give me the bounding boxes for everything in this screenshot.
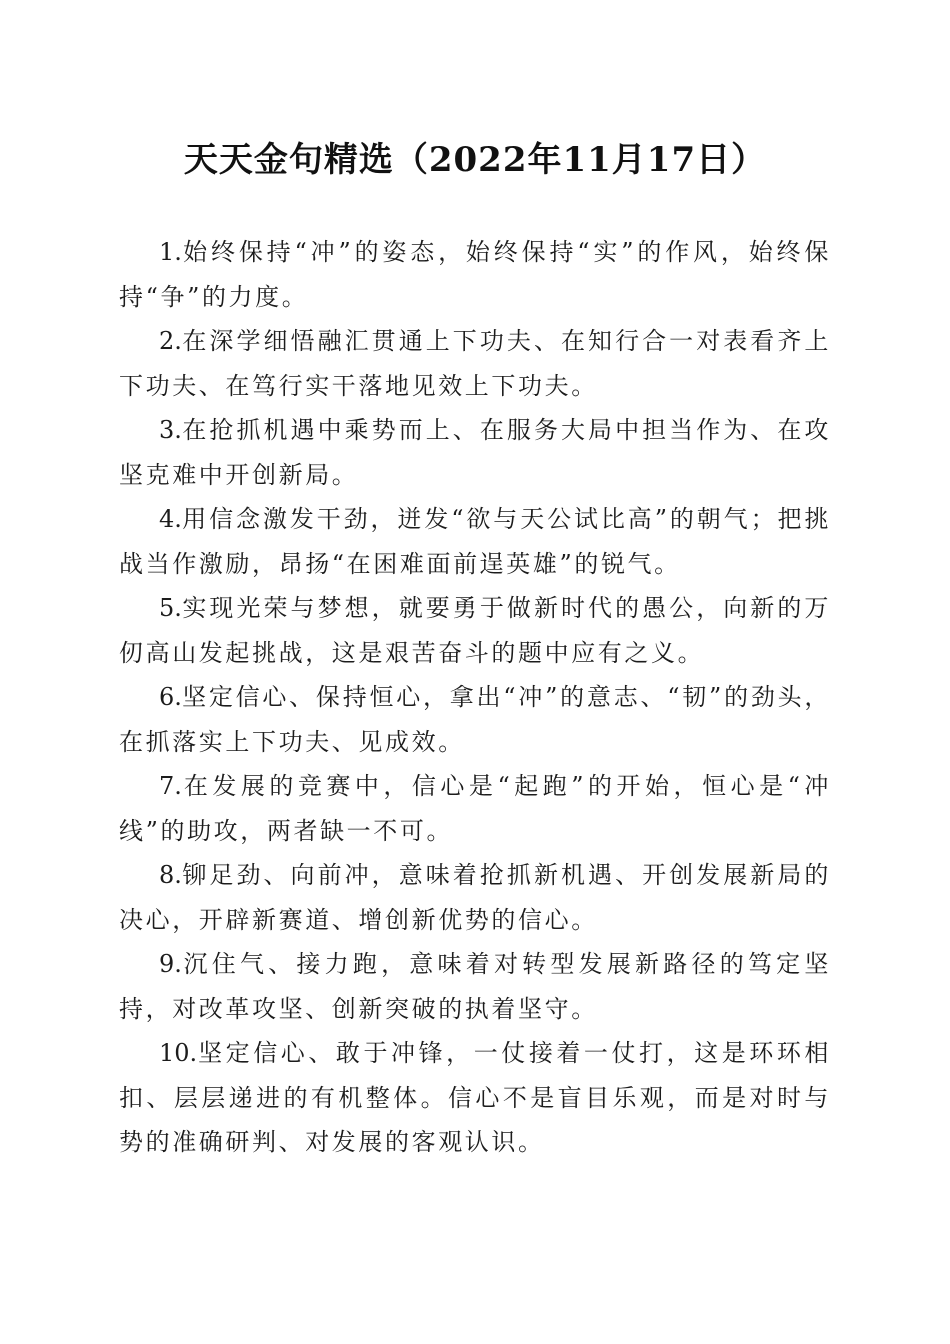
quote-number: 9.	[159, 950, 182, 978]
quote-text: 铆足劲、向前冲，意味着抢抓新机遇、开创发展新局的决心，开辟新赛道、增创新优势的信心。	[119, 861, 831, 934]
quote-item	[119, 764, 831, 853]
quote-item	[119, 942, 831, 1031]
quote-item	[119, 497, 831, 586]
quote-item	[119, 319, 831, 408]
quote-item	[119, 853, 831, 942]
quote-number: 2.	[159, 327, 182, 355]
quote-text: 用信念激发干劲，迸发“欲与天公试比高”的朝气；把挑战当作激励，昂扬“在困难面前逞英雄”的锐气。	[119, 505, 831, 578]
quote-item	[119, 586, 831, 675]
quote-list	[119, 230, 831, 1165]
quote-number: 8.	[159, 861, 182, 889]
quote-number: 4.	[159, 505, 182, 533]
quote-item	[119, 230, 831, 319]
quote-text: 在发展的竞赛中，信心是“起跑”的开始，恒心是“冲线”的助攻，两者缺一不可。	[119, 772, 831, 845]
quote-number: 1.	[159, 238, 182, 266]
quote-text: 在抢抓机遇中乘势而上、在服务大局中担当作为、在攻坚克难中开创新局。	[119, 416, 831, 489]
document-title: 天天金句精选（2022年11月17日）	[183, 140, 767, 180]
quote-number: 3.	[159, 416, 182, 444]
quote-text: 沉住气、接力跑，意味着对转型发展新路径的笃定坚持，对改革攻坚、创新突破的执着坚守。	[119, 950, 831, 1023]
quote-number: 6.	[159, 683, 182, 711]
quote-text: 坚定信心、保持恒心，拿出“冲”的意志、“韧”的劲头，在抓落实上下功夫、见成效。	[119, 683, 831, 756]
quote-number: 5.	[159, 594, 182, 622]
quote-text: 始终保持“冲”的姿态，始终保持“实”的作风，始终保持“争”的力度。	[119, 238, 831, 311]
quote-text: 坚定信心、敢于冲锋，一仗接着一仗打，这是环环相扣、层层递进的有机整体。信心不是盲目乐观，而是对时与势的准确研判、对发展的客观认识。	[119, 1039, 831, 1156]
quote-number: 7.	[159, 772, 182, 800]
quote-text: 实现光荣与梦想，就要勇于做新时代的愚公，向新的万仞高山发起挑战，这是艰苦奋斗的题中应有之义。	[119, 594, 831, 667]
quote-item	[119, 408, 831, 497]
quote-number: 10.	[159, 1039, 198, 1067]
quote-text: 在深学细悟融汇贯通上下功夫、在知行合一对表看齐上下功夫、在笃行实干落地见效上下功夫。	[119, 327, 831, 400]
quote-item	[119, 675, 831, 764]
quote-item	[119, 1031, 831, 1165]
